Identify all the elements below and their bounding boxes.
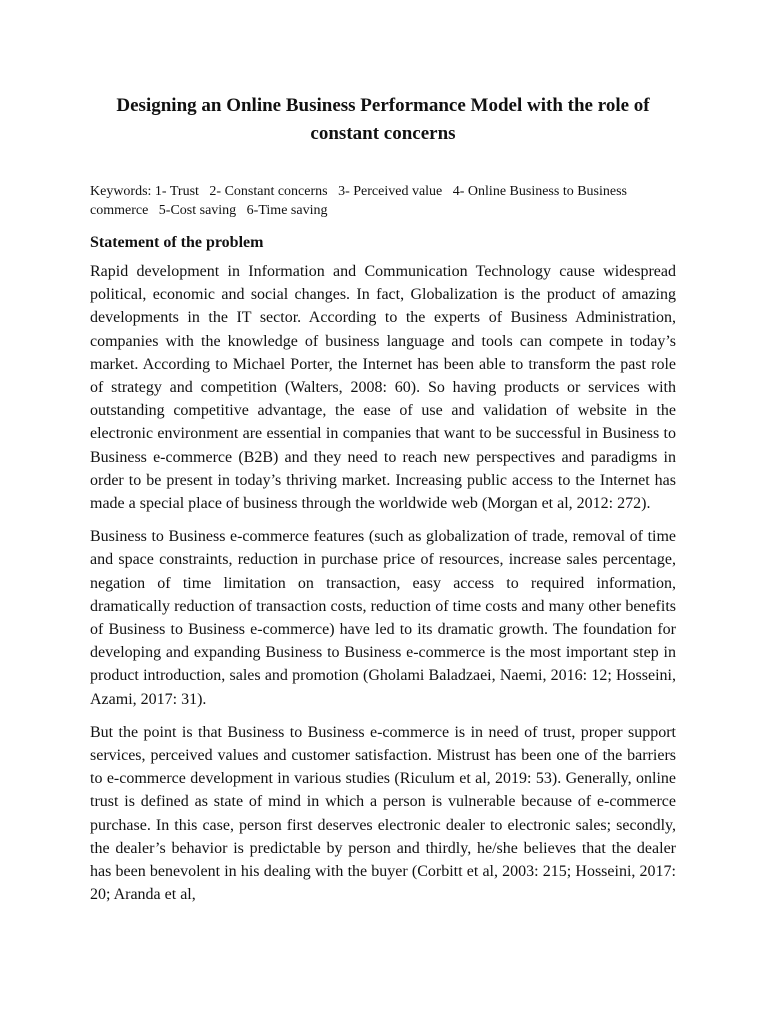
paragraph-1: Rapid development in Information and Communication Technology cause widespread political, economic and social changes. In fact, Globalization is the product of amazing developments in the IT sector. According to the experts of Business Administration, companies with the knowledge of business language and tools can compete in today’s market. According to Michael Porter, the Internet has been able to transform the past role of strategy and competition (Walters, 2008: 60). So having products or services with outstanding competitive advantage, the ease of use and validation of website in the electronic environment are essential in companies that want to be successful in Business to Business e-commerce (B2B) and they need to reach new perspectives and paradigms in order to be present in today’s thriving market. Increasing public access to the Internet has made a special place of business through the worldwide web (Morgan et al, 2012: 272).	[90, 263, 676, 513]
paragraph-2: Business to Business e-commerce features (such as globalization of trade, removal of time and space constraints, reduction in purchase price of resources, increase sales percentage, negation of time limitation on transaction, easy access to required information, dramatically reduction of transaction costs, reduction of time costs and many other benefits of Business to Business e-commerce) have led to its dramatic growth. The foundation for developing and expanding Business to Business e-commerce is the most important step in product introduction, sales and promotion (Gholami Baladzaei, Naemi, 2016: 12; Hosseini, Azami, 2017: 31).	[90, 528, 676, 708]
keywords-line	[90, 182, 676, 220]
paragraph-3: But the point is that Business to Business e-commerce is in need of trust, proper support services, perceived values and customer satisfaction. Mistrust has been one of the barriers to e-commerce development in various studies (Riculum et al, 2019: 53). Generally, online trust is defined as state of mind in which a person is vulnerable because of e-commerce purchase. In this case, person first deserves electronic dealer to electronic sales; secondly, the dealer’s behavior is predictable by person and thirdly, he/she believes that the dealer has been benevolent in his dealing with the buyer (Corbitt et al, 2003: 215; Hosseini, 2017: 20; Aranda et al,	[90, 723, 676, 904]
document-page	[90, 92, 676, 916]
section-heading: Statement of the problem	[90, 234, 264, 251]
keywords-text: Keywords: 1- Trust 2- Constant concerns 3- Perceived value 4- Online Business to Business commerce 5-Cost saving 6-Time saving	[90, 184, 631, 218]
paper-title: Designing an Online Business Performance Model with the role of constant concerns	[116, 95, 650, 144]
